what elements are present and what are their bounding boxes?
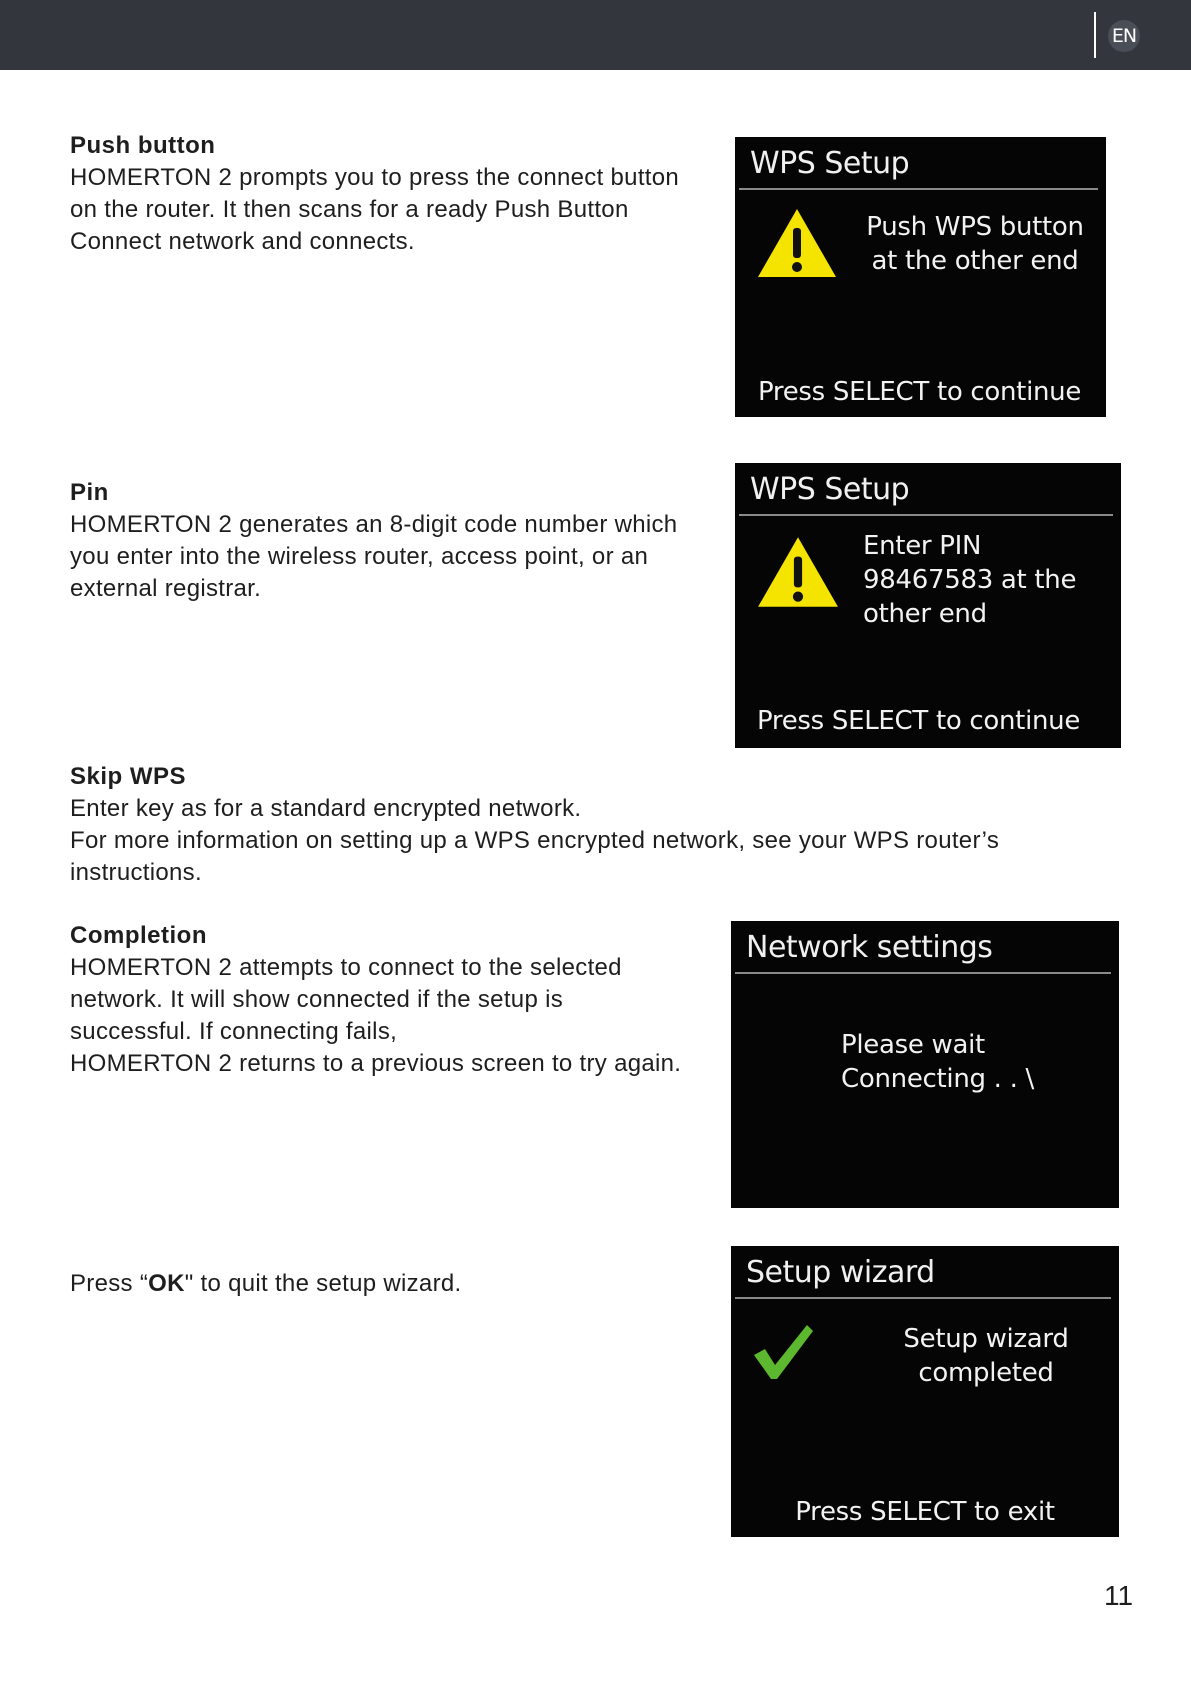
screen-divider xyxy=(735,1297,1111,1299)
screen-title: Network settings xyxy=(746,930,993,965)
section-heading: Push button xyxy=(70,132,216,159)
section-body: HOMERTON 2 attempts to connect to the selected network. It will show connected if the setup is successful. If connecting fails, HOMERTON 2 returns to a previous screen to try again. xyxy=(70,954,682,1077)
screen-title: WPS Setup xyxy=(750,146,910,181)
screen-wps-push xyxy=(735,137,1106,417)
header-bar xyxy=(0,0,1191,70)
quit-text-before: Press “ xyxy=(70,1270,149,1297)
section-heading: Completion xyxy=(70,922,207,949)
section-body: HOMERTON 2 prompts you to press the connect button on the router. It then scans for a ready Push Button Connect network and connects. xyxy=(70,164,680,255)
screen-message: Please wait Connecting . . \ xyxy=(841,1030,1034,1094)
checkmark-icon xyxy=(751,1321,817,1383)
screen-title: Setup wizard xyxy=(746,1255,935,1290)
section-body: Enter key as for a standard encrypted network. For more information on setting up a WPS encrypted network, see your WPS router’s instructions. xyxy=(70,795,1000,886)
warning-icon xyxy=(755,206,839,280)
section-skip-wps xyxy=(70,761,1070,889)
screen-message: Push WPS button at the other end xyxy=(866,212,1084,276)
quit-instruction xyxy=(70,1268,710,1300)
screen-divider xyxy=(739,188,1098,190)
screen-divider xyxy=(735,972,1111,974)
page-number: 11 xyxy=(1104,1580,1134,1611)
screen-footer: Press SELECT to continue xyxy=(757,706,1081,736)
screen-message: Enter PIN 98467583 at the other end xyxy=(863,531,1077,629)
screen-footer: Press SELECT to continue xyxy=(758,377,1082,407)
warning-icon xyxy=(755,534,841,610)
section-heading: Pin xyxy=(70,479,109,506)
language-badge: EN xyxy=(1108,20,1140,52)
screen-divider xyxy=(739,514,1113,516)
screen-wps-pin xyxy=(735,463,1121,748)
section-heading: Skip WPS xyxy=(70,763,187,790)
quit-text-after: " to quit the setup wizard. xyxy=(184,1270,462,1297)
section-completion xyxy=(70,920,710,1080)
section-push-button xyxy=(70,130,710,258)
screen-setup-wizard xyxy=(731,1246,1119,1537)
section-pin xyxy=(70,477,710,605)
screen-footer: Press SELECT to exit xyxy=(795,1497,1055,1527)
screen-message: Setup wizard completed xyxy=(903,1324,1069,1388)
section-body: HOMERTON 2 generates an 8-digit code number which you enter into the wireless router, access point, or an external registrar. xyxy=(70,511,678,602)
screen-network-settings xyxy=(731,921,1119,1208)
quit-key: OK xyxy=(148,1270,185,1297)
screen-title: WPS Setup xyxy=(750,472,910,507)
header-divider xyxy=(1094,12,1096,58)
